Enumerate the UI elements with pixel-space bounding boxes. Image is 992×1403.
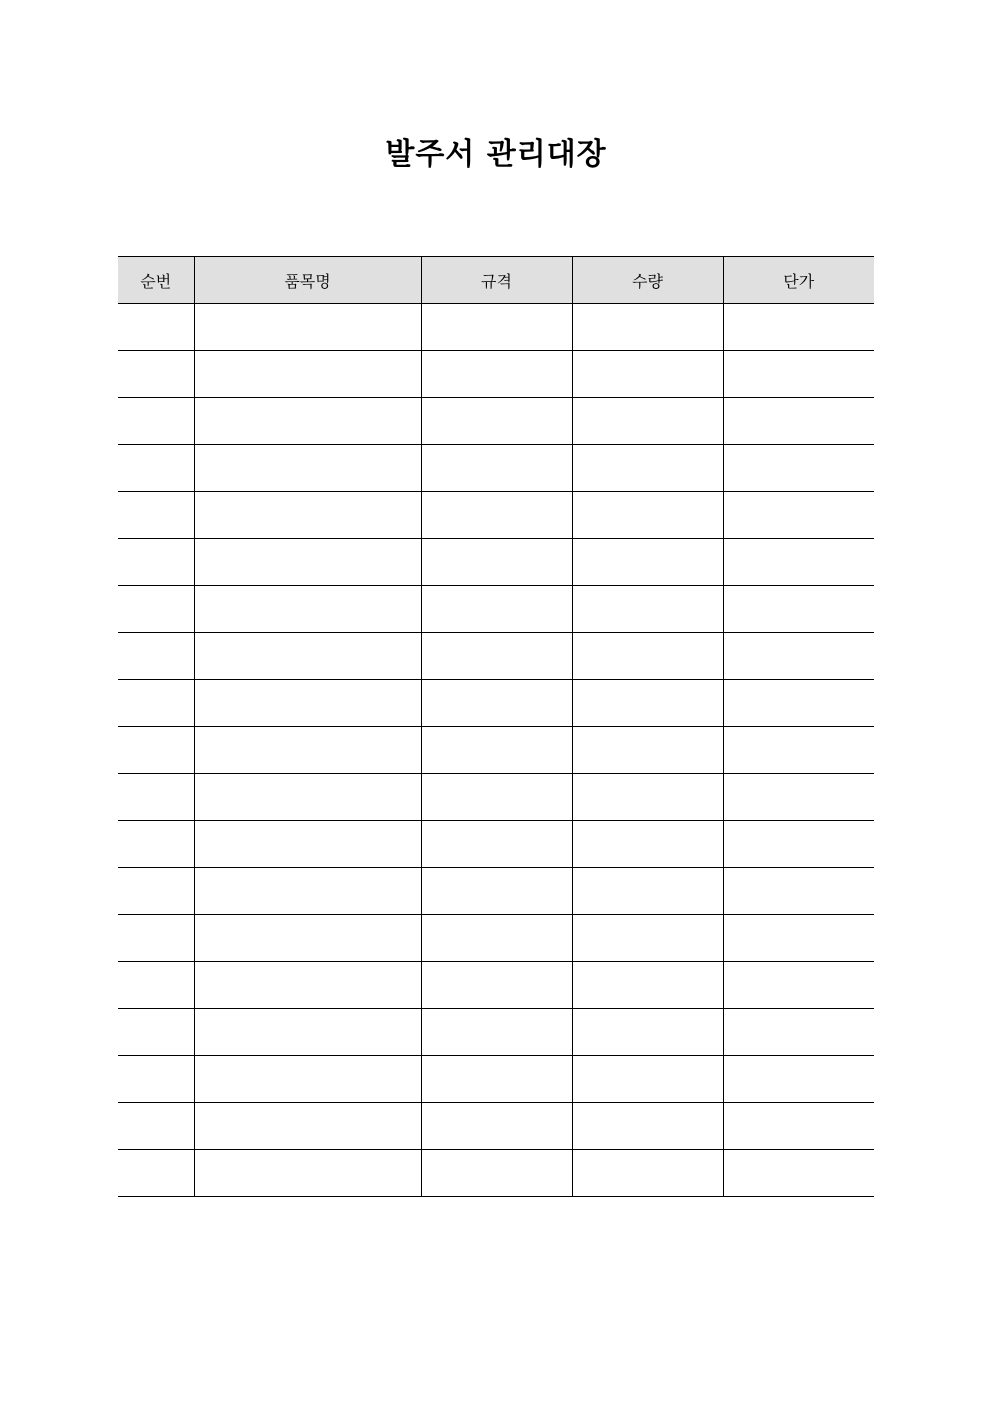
spec-cell [421, 727, 572, 774]
quantity-cell [572, 492, 723, 539]
seq-cell [118, 1103, 194, 1150]
unit-price-cell [723, 727, 874, 774]
spec-cell [421, 962, 572, 1009]
seq-cell [118, 492, 194, 539]
item-name-cell [194, 1103, 421, 1150]
unit-price-cell [723, 1009, 874, 1056]
table-row [118, 727, 874, 774]
item-name-cell [194, 398, 421, 445]
quantity-cell [572, 821, 723, 868]
unit-price-cell [723, 821, 874, 868]
spec-cell [421, 680, 572, 727]
quantity-cell [572, 915, 723, 962]
seq-cell [118, 774, 194, 821]
item-name-cell [194, 1056, 421, 1103]
quantity-cell [572, 774, 723, 821]
quantity-cell [572, 539, 723, 586]
spec-cell [421, 1103, 572, 1150]
unit-price-cell [723, 633, 874, 680]
quantity-cell [572, 727, 723, 774]
seq-cell [118, 1009, 194, 1056]
table-row [118, 539, 874, 586]
item-name-cell [194, 821, 421, 868]
unit-price-cell [723, 304, 874, 351]
seq-cell [118, 727, 194, 774]
table-row [118, 1150, 874, 1197]
item-name-cell [194, 351, 421, 398]
quantity-cell [572, 1150, 723, 1197]
quantity-cell [572, 633, 723, 680]
column-header-unit-price: 단가 [723, 257, 874, 304]
spec-cell [421, 1009, 572, 1056]
quantity-cell [572, 962, 723, 1009]
unit-price-cell [723, 586, 874, 633]
spec-cell [421, 492, 572, 539]
spec-cell [421, 821, 572, 868]
quantity-cell [572, 1056, 723, 1103]
item-name-cell [194, 962, 421, 1009]
seq-cell [118, 962, 194, 1009]
quantity-cell [572, 868, 723, 915]
unit-price-cell [723, 445, 874, 492]
table-row [118, 962, 874, 1009]
quantity-cell [572, 680, 723, 727]
item-name-cell [194, 304, 421, 351]
page-title: 발주서 관리대장 [385, 137, 607, 172]
table-row [118, 821, 874, 868]
item-name-cell [194, 868, 421, 915]
seq-cell [118, 821, 194, 868]
spec-cell [421, 445, 572, 492]
unit-price-cell [723, 492, 874, 539]
seq-cell [118, 915, 194, 962]
table-row [118, 774, 874, 821]
item-name-cell [194, 539, 421, 586]
quantity-cell [572, 398, 723, 445]
quantity-cell [572, 586, 723, 633]
item-name-cell [194, 727, 421, 774]
quantity-cell [572, 304, 723, 351]
spec-cell [421, 539, 572, 586]
seq-cell [118, 586, 194, 633]
table-row [118, 492, 874, 539]
column-header-item-name: 품목명 [194, 257, 421, 304]
table-body [118, 304, 874, 1197]
quantity-cell [572, 351, 723, 398]
table-row [118, 351, 874, 398]
column-header-seq: 순번 [118, 257, 194, 304]
table-header [118, 257, 874, 304]
spec-cell [421, 633, 572, 680]
item-name-cell [194, 915, 421, 962]
spec-cell [421, 774, 572, 821]
unit-price-cell [723, 398, 874, 445]
header-row [118, 257, 874, 304]
item-name-cell [194, 774, 421, 821]
spec-cell [421, 1150, 572, 1197]
unit-price-cell [723, 539, 874, 586]
table-row [118, 1056, 874, 1103]
item-name-cell [194, 492, 421, 539]
item-name-cell [194, 1009, 421, 1056]
item-name-cell [194, 445, 421, 492]
quantity-cell [572, 1009, 723, 1056]
seq-cell [118, 398, 194, 445]
table-row [118, 868, 874, 915]
unit-price-cell [723, 1056, 874, 1103]
unit-price-cell [723, 680, 874, 727]
seq-cell [118, 1150, 194, 1197]
column-header-spec: 규격 [421, 257, 572, 304]
table-row [118, 445, 874, 492]
unit-price-cell [723, 915, 874, 962]
unit-price-cell [723, 774, 874, 821]
item-name-cell [194, 633, 421, 680]
seq-cell [118, 539, 194, 586]
table-row [118, 1009, 874, 1056]
unit-price-cell [723, 1103, 874, 1150]
table-row [118, 633, 874, 680]
table-row [118, 304, 874, 351]
unit-price-cell [723, 868, 874, 915]
table-row [118, 398, 874, 445]
column-header-quantity: 수량 [572, 257, 723, 304]
seq-cell [118, 445, 194, 492]
seq-cell [118, 868, 194, 915]
ledger-table [118, 256, 874, 1197]
spec-cell [421, 351, 572, 398]
spec-cell [421, 304, 572, 351]
spec-cell [421, 586, 572, 633]
quantity-cell [572, 445, 723, 492]
table-row [118, 1103, 874, 1150]
quantity-cell [572, 1103, 723, 1150]
spec-cell [421, 868, 572, 915]
item-name-cell [194, 586, 421, 633]
spec-cell [421, 915, 572, 962]
seq-cell [118, 1056, 194, 1103]
spec-cell [421, 1056, 572, 1103]
spec-cell [421, 398, 572, 445]
unit-price-cell [723, 962, 874, 1009]
seq-cell [118, 304, 194, 351]
item-name-cell [194, 680, 421, 727]
seq-cell [118, 680, 194, 727]
table-row [118, 680, 874, 727]
unit-price-cell [723, 351, 874, 398]
item-name-cell [194, 1150, 421, 1197]
seq-cell [118, 633, 194, 680]
seq-cell [118, 351, 194, 398]
unit-price-cell [723, 1150, 874, 1197]
table-row [118, 586, 874, 633]
table-row [118, 915, 874, 962]
